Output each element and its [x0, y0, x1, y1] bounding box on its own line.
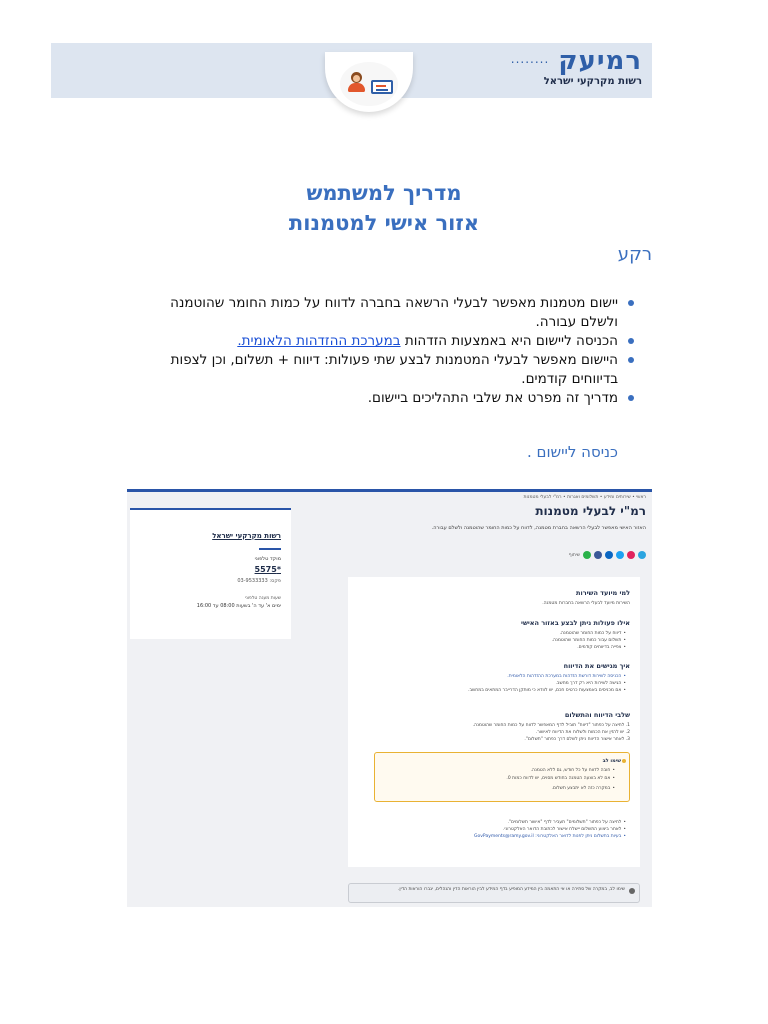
list-item: • תשלום עבור כמות החומר שהוטמנה.: [552, 638, 626, 643]
bullet-item: [136, 332, 636, 351]
notice-item: • במקרה כזה לא יתבצע תשלום.: [551, 786, 615, 791]
disclaimer-banner: [348, 883, 640, 903]
divider: [259, 548, 281, 550]
rmi-logo[interactable]: [442, 47, 642, 93]
notice-box: [374, 752, 630, 802]
report-heading: איך מגישים את הדיווח: [563, 662, 630, 670]
section-heading-background: רקע: [617, 244, 652, 265]
user-avatar-icon: [346, 72, 366, 94]
list-item: • דיווח על כמות החומר שהוטמנה.: [560, 631, 626, 636]
notice-item: • אם לא בוצעה הטמנה בחודש מסוים, יש לדווח כמות 0.: [506, 776, 615, 781]
sub-heading-entry: כניסה ליישום .: [526, 443, 618, 461]
breadcrumb[interactable]: ראשי • שירותים ומידע • תשלומים ואגרות • רמ"י לבעלי מטמנות: [523, 495, 646, 500]
list-item[interactable]: • הכניסה לשירות דורשת הזדהות במערכת ההזדהות הלאומית.: [507, 674, 626, 679]
hours-text: ימים א' עד ה' בשעות 08:00 עד 16:00: [196, 603, 281, 609]
national-id-link[interactable]: במערכת ההזדהות הלאומית.: [237, 333, 401, 349]
logo-dots: ........: [510, 52, 550, 66]
email-icon[interactable]: [627, 551, 635, 559]
phone-link[interactable]: *5575: [254, 565, 281, 574]
list-item: • לאחר ביצוע התשלום יישלח אישור לכתובת הדואר האלקטרוני.: [503, 827, 626, 832]
doc-title-line2: אזור אישי למטמנות: [288, 211, 480, 235]
share-bar: [566, 550, 646, 560]
steps-heading: שלבי הדיווח והתשלום: [564, 711, 630, 719]
who-heading: למי מיועד השירות: [576, 589, 630, 597]
page-title: רמ"י לבעלי מטמנות: [535, 504, 646, 518]
warning-icon: [622, 759, 626, 763]
step-item: 2. יש להזין את הכמות ולשלוח את הדיווח לאישור.: [535, 730, 630, 735]
notice-item: • חובה לדווח על כל חודש, גם ללא הטמנה.: [531, 768, 615, 773]
list-item: • לחיצה על כפתור "תשלומים" תעביר לדף "אישור תשלומים".: [507, 820, 626, 825]
step-item: 3. לאחר אישור הדיווח ניתן לשלם דרך כפתור "תשלום".: [524, 737, 630, 742]
bullet-text: מדריך זה מפרט את שלבי התהליכים ביישום.: [367, 390, 618, 406]
list-item: • צפייה בדיווחים קודמים.: [577, 645, 626, 650]
bullet-text: הכניסה ליישום היא באמצעות הזדהות: [400, 333, 618, 349]
telegram-icon[interactable]: [638, 551, 646, 559]
disclaimer-text: שימו לב, במקרה של סתירה או אי התאמה בין המידע המופיע בדף המידע לבין הוראות הדין והנהלים, יגברו הוראות הדין.: [397, 887, 625, 892]
email-link[interactable]: • בעיות בתשלום ניתן לפנות לדואר האלקטרוני: GovPayments@ramy.gov.il: [474, 834, 626, 839]
main-content-card: [348, 577, 640, 867]
bullet-text: היישום מאפשר לבעלי המטמנות לבצע שתי פעולות: דיווח + תשלום, וכן לצפות בדיווחים קודמים.: [170, 352, 618, 387]
org-name-link[interactable]: רשות מקרקעי ישראל: [212, 532, 281, 540]
hours-label: שעות מענה טלפוני: [245, 596, 281, 601]
page-description: האזור האישי מאפשר לבעלי הרשאה בחברת מטמנה, לדווח על כמות החומר שהוטמנה ולשלם עבורה.: [431, 525, 646, 531]
bullet-item: [136, 294, 636, 332]
share-label: שיתוף: [568, 552, 580, 558]
who-text: השירות מיועד לבעלי הרשאה בחברות מטמנה.: [542, 601, 630, 606]
whatsapp-icon[interactable]: [583, 551, 591, 559]
fax-number: פקס: 03-9533333: [237, 578, 281, 584]
notice-title: שימו לב: [602, 758, 621, 764]
document-icon: [371, 80, 393, 94]
twitter-icon[interactable]: [616, 551, 624, 559]
info-icon: [629, 888, 635, 894]
list-item: • אם מכניסים באמצעות כרטיס חכם, יש לוודא כי מותקן הדרייבר המתאים במחשב.: [468, 688, 626, 693]
facebook-icon[interactable]: [594, 551, 602, 559]
linkedin-icon[interactable]: [605, 551, 613, 559]
bullet-item: [136, 389, 636, 408]
embedded-screenshot: [127, 489, 652, 907]
bullet-item: [136, 351, 636, 389]
actions-heading: אילו פעולות ניתן לבצע באזור האישי: [521, 619, 630, 627]
logo-subtitle: רשות מקרקעי ישראל: [543, 76, 642, 87]
logo-main-text: רמיעק: [558, 46, 642, 76]
phone-label: מוקד טלפוני: [254, 556, 281, 562]
doc-title-line1: מדריך למשתמש: [306, 181, 462, 205]
contact-sidebar: [130, 508, 291, 639]
intro-bullet-list: [136, 294, 636, 408]
step-item: 1. לחיצה על כפתור "דיווח" תוביל לדף המאפשר לדווח על כמות החומר שהוטמנה.: [472, 723, 630, 728]
list-item: • הגישה לשירות היא רק דרך מחשב.: [555, 681, 626, 686]
bullet-text: יישום מטמנות מאפשר לבעלי הרשאה בחברה לדווח על כמות החומר שהוטמנה ולשלם עבורה.: [170, 295, 618, 330]
